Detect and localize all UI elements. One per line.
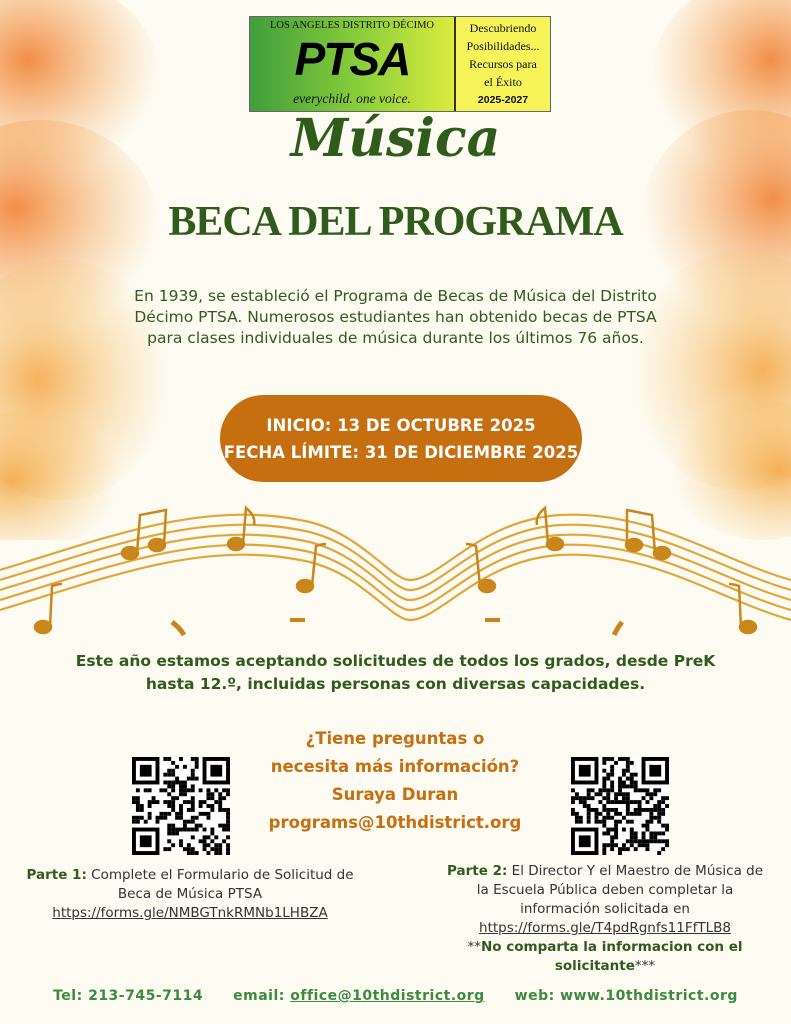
footer-contact-bar bbox=[0, 988, 791, 1004]
part2-note: No comparta la informacion con el solicitante bbox=[480, 939, 743, 974]
logo-theme-box bbox=[456, 17, 550, 111]
qr-code-part2[interactable] bbox=[571, 757, 669, 855]
logo-theme-line: Recursos para bbox=[469, 57, 537, 71]
staff-lines bbox=[0, 515, 791, 620]
footer-tel-label: Tel: bbox=[53, 988, 83, 1004]
ptsa-logo bbox=[249, 16, 551, 112]
footer-tel[interactable]: 213-745-7114 bbox=[88, 988, 204, 1004]
ptsa-logo-mark bbox=[250, 17, 456, 111]
logo-years: 2025-2027 bbox=[477, 94, 529, 106]
contact-name: Suraya Duran bbox=[331, 785, 459, 804]
part1-text: Complete el Formulario de Solicitud de Beca de Música PTSA bbox=[91, 867, 354, 902]
footer-web-label: web: bbox=[514, 988, 555, 1004]
part2-instructions bbox=[440, 862, 770, 976]
title-beca-del-programa: BECA DEL PROGRAMA bbox=[168, 199, 623, 245]
orange-ink-decoration-right bbox=[601, 0, 791, 540]
intro-paragraph: En 1939, se estableció el Programa de Becas de Música del Distrito Décimo PTSA. Numerosos estudiantes han obtenido becas de PTSA para clases individuales de música durante los últimos 76 años. bbox=[134, 287, 657, 347]
title-musica: Música bbox=[290, 108, 501, 169]
contact-email[interactable]: programs@10thdistrict.org bbox=[268, 813, 522, 832]
footer-web-link[interactable]: www.10thdistrict.org bbox=[560, 988, 738, 1004]
footer-web bbox=[515, 988, 738, 1004]
part1-label: Parte 1: bbox=[26, 867, 87, 883]
part2-note-prefix: ** bbox=[467, 939, 481, 955]
qr-code-part1[interactable] bbox=[132, 757, 230, 855]
orange-ink-decoration-left bbox=[0, 0, 190, 540]
footer-email-label: email: bbox=[233, 988, 285, 1004]
part2-text: El Director Y el Maestro de Música de la Escuela Pública deben completar la información solicitada en bbox=[476, 863, 764, 917]
logo-district-text: LOS ANGELES DISTRITO DÉCIMO bbox=[269, 20, 435, 31]
footer-email bbox=[233, 988, 485, 1004]
deadline-date: FECHA LÍMITE: 31 DE DICIEMBRE 2025 bbox=[223, 442, 579, 462]
dates-banner bbox=[220, 395, 582, 482]
logo-theme-line: Posibilidades... bbox=[466, 39, 540, 53]
logo-theme-line: Descubriendo bbox=[469, 21, 537, 35]
part2-form-link[interactable]: https://forms.gle/T4pdRgnfs11FfTLB8 bbox=[479, 920, 731, 936]
contact-question-line2: necesita más información? bbox=[270, 757, 520, 776]
footer-email-link[interactable]: office@10thdistrict.org bbox=[290, 988, 485, 1004]
part1-instructions bbox=[20, 866, 360, 923]
start-date: INICIO: 13 DE OCTUBRE 2025 bbox=[266, 415, 536, 435]
logo-ptsa-text: PTSA bbox=[294, 33, 410, 85]
eligibility-text: Este año estamos aceptando solicitudes de todos los grados, desde PreK hasta 12.º, incluidas personas con diversas capacidades. bbox=[75, 652, 716, 693]
logo-tagline: everychild. one voice. bbox=[293, 91, 411, 106]
part2-note-suffix: *** bbox=[634, 958, 656, 974]
logo-theme-line: el Éxito bbox=[484, 75, 522, 89]
part2-label: Parte 2: bbox=[446, 863, 508, 879]
footer-phone bbox=[53, 988, 203, 1004]
music-staff-decoration bbox=[0, 500, 791, 650]
contact-question-line1: ¿Tiene preguntas o bbox=[305, 729, 485, 748]
contact-info bbox=[240, 725, 550, 837]
part1-form-link[interactable]: https://forms.gle/NMBGTnkRMNb1LHBZA bbox=[52, 905, 328, 921]
